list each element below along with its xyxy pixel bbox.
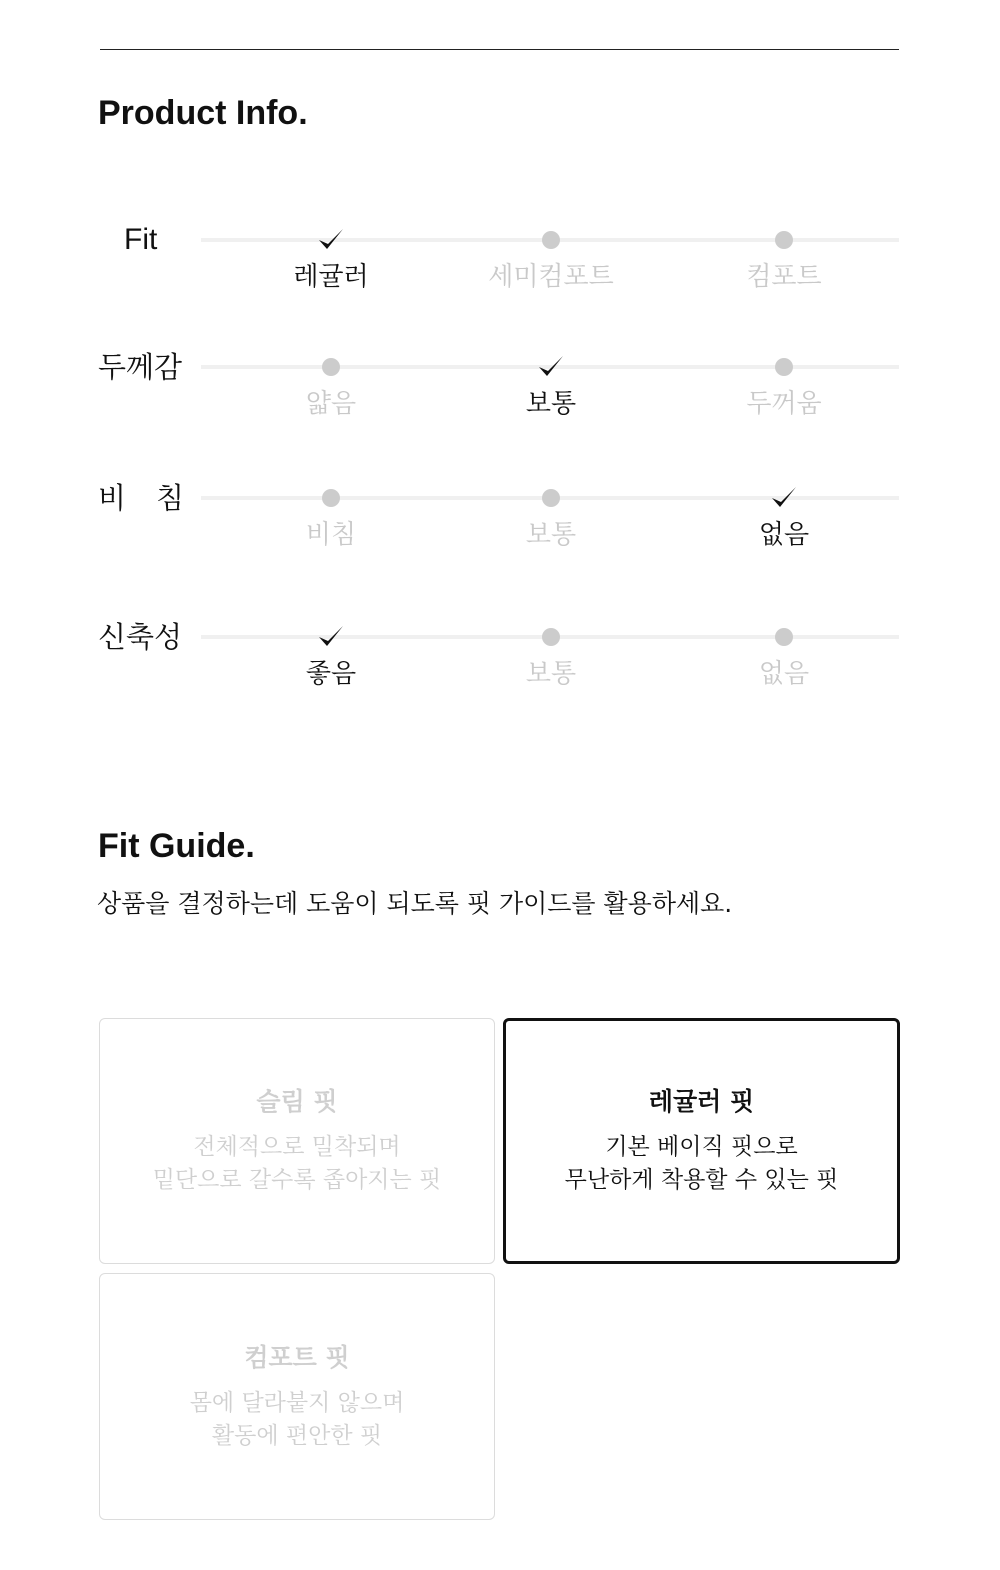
fit-card-description [153, 1131, 442, 1197]
option-label-selected: 보통 [525, 389, 577, 419]
dot-icon [531, 617, 571, 657]
check-icon [311, 617, 351, 657]
product-info-row-sheerness [0, 481, 1000, 578]
fit-guide-title: Fit Guide. [98, 827, 255, 865]
option-label: 컴포트 [746, 262, 822, 292]
row-label: 신축성 [98, 620, 183, 654]
option-label-selected: 없음 [758, 520, 810, 550]
check-icon [764, 478, 804, 518]
option-label: 없음 [758, 659, 810, 689]
row-label: 두께감 [98, 350, 183, 384]
fit-card-description [565, 1131, 839, 1197]
row-label-part: 침 [155, 481, 184, 515]
option-label: 보통 [525, 659, 577, 689]
fit-card-description-line: 활동에 편안한 핏 [211, 1422, 383, 1449]
dot-icon [531, 220, 571, 260]
fit-guide-subtitle: 상품을 결정하는데 도움이 되도록 핏 가이드를 활용하세요. [97, 889, 733, 918]
fit-card-description [190, 1387, 405, 1453]
top-divider [100, 49, 899, 50]
product-info-row-fit [0, 223, 1000, 320]
fit-card-description-line: 밑단으로 갈수록 좁아지는 핏 [152, 1167, 442, 1193]
check-icon [311, 220, 351, 260]
fit-card-description-line: 기본 베이직 핏으로 [605, 1134, 798, 1160]
row-label-part: 비 [98, 481, 127, 515]
fit-card-description-line: 무난하게 착용할 수 있는 핏 [564, 1167, 839, 1193]
dot-icon [311, 478, 351, 518]
option-label-selected: 레귤러 [293, 262, 369, 292]
fit-card-title: 레귤러 핏 [648, 1087, 755, 1116]
row-label [98, 478, 184, 518]
product-info-row-thickness [0, 350, 1000, 447]
fit-card-comfort[interactable] [99, 1273, 495, 1520]
option-label: 얇음 [305, 389, 357, 419]
check-icon [531, 347, 571, 387]
dot-icon [311, 347, 351, 387]
option-label: 보통 [525, 520, 577, 550]
option-label: 세미컴포트 [488, 262, 614, 292]
option-label: 비침 [305, 520, 357, 550]
fit-card-slim[interactable] [99, 1018, 495, 1264]
fit-card-description-line: 전체적으로 밀착되며 [193, 1134, 401, 1160]
option-label: 두꺼움 [746, 389, 822, 419]
dot-icon [764, 220, 804, 260]
fit-card-title: 슬림 핏 [256, 1087, 338, 1116]
row-label: Fit [124, 223, 158, 256]
fit-card-regular[interactable] [503, 1018, 900, 1264]
product-info-title: Product Info. [98, 94, 308, 132]
dot-icon [531, 478, 571, 518]
dot-icon [764, 617, 804, 657]
product-info-row-stretch [0, 620, 1000, 717]
fit-card-description-line: 몸에 달라붙지 않으며 [189, 1389, 405, 1416]
fit-card-title: 컴포트 핏 [244, 1342, 350, 1372]
dot-icon [764, 347, 804, 387]
option-label-selected: 좋음 [305, 659, 357, 689]
